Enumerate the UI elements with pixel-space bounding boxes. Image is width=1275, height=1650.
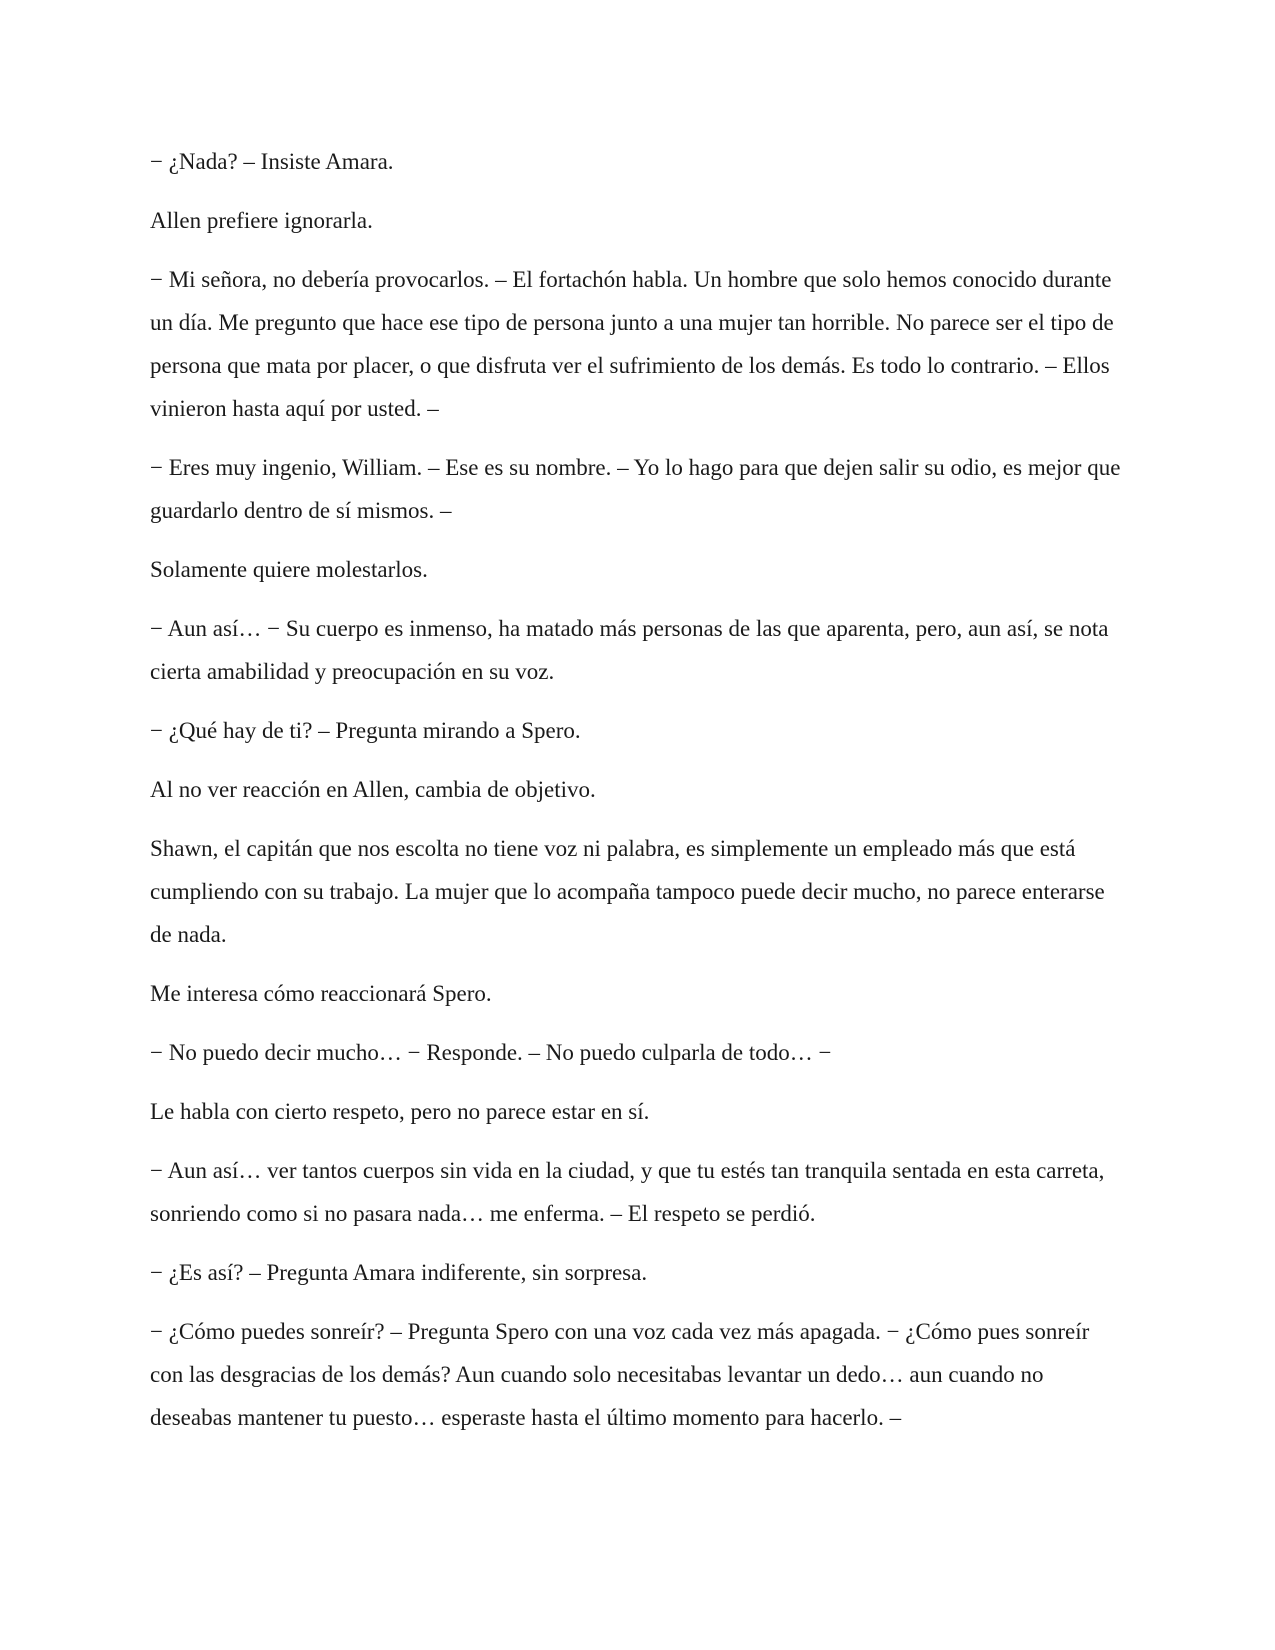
paragraph: − No puedo decir mucho… − Responde. – No puedo culparla de todo… − xyxy=(150,1040,832,1065)
paragraph: Allen prefiere ignorarla. xyxy=(150,208,373,233)
paragraph: − Aun así… − Su cuerpo es inmenso, ha matado más personas de las que aparenta, pero, aun así, se nota cierta amabilidad y preocupación en su voz. xyxy=(150,616,1109,684)
paragraph: Solamente quiere molestarlos. xyxy=(150,557,428,582)
paragraph: Al no ver reacción en Allen, cambia de objetivo. xyxy=(150,777,596,802)
document-body xyxy=(150,140,1125,1455)
paragraph: Shawn, el capitán que nos escolta no tiene voz ni palabra, es simplemente un empleado más que está cumpliendo con su trabajo. La mujer que lo acompaña tampoco puede decir mucho, no parece enterarse de nada. xyxy=(150,836,1105,947)
paragraph: − ¿Es así? – Pregunta Amara indiferente, sin sorpresa. xyxy=(150,1260,648,1285)
paragraph: − ¿Qué hay de ti? – Pregunta mirando a Spero. xyxy=(150,718,581,743)
paragraph: − ¿Cómo puedes sonreír? – Pregunta Spero con una voz cada vez más apagada. − ¿Cómo pues sonreír con las desgracias de los demás? Aun cuando solo necesitabas levantar un dedo… aun cuando no deseabas mantener tu puesto… esperaste hasta el último momento para hacerlo. – xyxy=(150,1319,1090,1430)
paragraph: − Aun así… ver tantos cuerpos sin vida en la ciudad, y que tu estés tan tranquila sentada en esta carreta, sonriendo como si no pasara nada… me enferma. – El respeto se perdió. xyxy=(150,1158,1105,1226)
paragraph: Me interesa cómo reaccionará Spero. xyxy=(150,981,492,1006)
paragraph: Le habla con cierto respeto, pero no parece estar en sí. xyxy=(150,1099,650,1124)
paragraph: − Eres muy ingenio, William. – Ese es su nombre. – Yo lo hago para que dejen salir su odio, es mejor que guardarlo dentro de sí mismos. – xyxy=(150,455,1121,523)
paragraph: − Mi señora, no debería provocarlos. – El fortachón habla. Un hombre que solo hemos conocido durante un día. Me pregunto que hace ese tipo de persona junto a una mujer tan horrible. No parece ser el tipo de persona que mata por placer, o que disfruta ver el sufrimiento de los demás. Es todo lo contrario. – Ellos vinieron hasta aquí por usted. – xyxy=(150,267,1114,421)
paragraph: − ¿Nada? – Insiste Amara. xyxy=(150,149,394,174)
